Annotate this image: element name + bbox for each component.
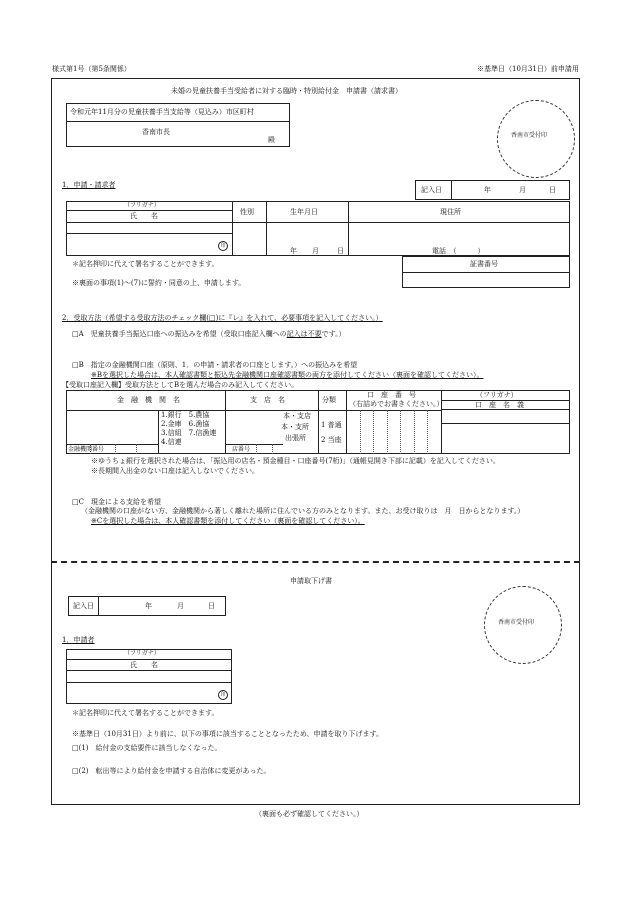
section2-heading: 2．受取方法（希望する受取方法のチェック欄(□)に『レ』を入れて、必要事項を記入してください。）: [62, 314, 383, 322]
option-c-note2: ※Cを選択した場合は、本人確認書類を添付してください（裏面を確認してください）。: [91, 517, 365, 525]
signature-note: ＊記名押印に代えて署名することができます。: [72, 260, 219, 268]
branch-code-label: 店番号: [232, 446, 251, 453]
withdrawal-item-1[interactable]: □(1) 給付金の支給要件に該当しなくなった。: [72, 744, 222, 752]
address-label: 現住所: [440, 208, 461, 216]
withdrawal-statement: ※基準日（10月31日）より前に、以下の事項に該当することとなったため、申請を取り下げます。: [72, 730, 383, 738]
withdrawal-signature-note: ＊記名押印に代えて署名することができます。: [72, 709, 219, 717]
seal-mark: 印: [218, 241, 228, 251]
reception-stamp-label: 香南市受付印: [511, 132, 548, 139]
account-no-header: 口 座 番 号: [367, 391, 416, 399]
withdrawal-heading: 1．申請者: [62, 636, 95, 644]
bank-code-label: 金融機関番号: [68, 446, 105, 453]
option-c[interactable]: □C 現金による支給を希望: [72, 498, 161, 506]
furigana-label: （フリガナ）: [124, 202, 160, 209]
addressee-mayor: 香南市長: [142, 128, 170, 136]
holder-furigana-header: （フリガナ）: [476, 391, 518, 399]
cut-line: [51, 561, 580, 563]
account-heading: 【受取口座記入欄】受取方法としてBを選んだ場合のみ記入してください。: [62, 381, 299, 389]
withdrawal-name-table: [66, 649, 232, 704]
certificate-no-label: 証書番号: [470, 260, 498, 268]
option-b-note: ※Bを選択した場合は、本人確認書類と振込先金融機関口座確認書類の両方を添付してください（裏面を確認してください）。: [91, 371, 484, 379]
section1-heading: 1．申請・請求者: [62, 181, 116, 189]
option-a[interactable]: □A 児童扶養手当振込口座への振込みを希望（受取口座記入欄への記入は不要です。）: [72, 330, 346, 338]
gender-label: 性別: [240, 208, 254, 216]
account-no-subheader: （右詰めでお書きください。）: [349, 400, 444, 408]
honorific: 殿: [268, 136, 275, 144]
type-header: 分類: [322, 396, 336, 404]
birthdate-label: 生年月日: [290, 208, 318, 216]
bank-name-header: 金 融 機 関 名: [117, 396, 180, 404]
withdrawal-item-2[interactable]: □(2) 転出等により給付金を申請する自治体に変更があった。: [72, 767, 271, 775]
reception-stamp-area: [497, 100, 575, 178]
phone-label: 電話 （ ）: [432, 247, 485, 255]
entry-date-label: 記入日: [421, 186, 442, 194]
form-number: 様式第1号（第5条関係）: [52, 65, 131, 73]
form-title: 未婚の児童扶養手当受給者に対する臨時・特別給付金 申請書（請求書）: [171, 87, 402, 95]
deadline-note: ※基準日（10月31日）前申請用: [477, 65, 579, 73]
name-label: 氏 名: [130, 212, 158, 220]
withdrawal-seal-mark: 印: [218, 690, 228, 700]
addressee-line1: 令和元年11月分の児童扶養手当支給等（見込み）市区町村: [70, 108, 254, 116]
holder-name-header: 口 座 名 義: [475, 401, 524, 409]
inactive-account-note: ※長期間入出金のない口座は記入しないでください。: [91, 467, 259, 475]
yucho-note: ※ゆうちょ銀行を選択された場合は、「振込用の店名・預金種目・口座番号(7桁)」（通帳見開き下部に記載）を記入してください。: [91, 457, 500, 465]
reception-stamp-label-2: 香南市受付印: [498, 619, 535, 626]
footer-note: （裏面も必ず確認してください。）: [255, 810, 364, 818]
withdrawal-title: 申請取下げ書: [290, 577, 332, 585]
pledge-note: ※裏面の事項(1)〜(7)に誓約・同意の上、申請します。: [72, 279, 246, 287]
option-c-note: （金融機関の口座がない方、金融機関から著しく離れた場所に住んでいる方のみとなります。また、お受け取りは 月 日からとなります。）: [81, 507, 525, 515]
branch-name-header: 支 店 名: [250, 396, 285, 404]
option-b[interactable]: □B 指定の金融機関口座（原則、1．の申請・請求者の口座とします。）への振込みを希望: [72, 361, 358, 369]
withdrawal-date-label: 記入日: [73, 602, 94, 610]
